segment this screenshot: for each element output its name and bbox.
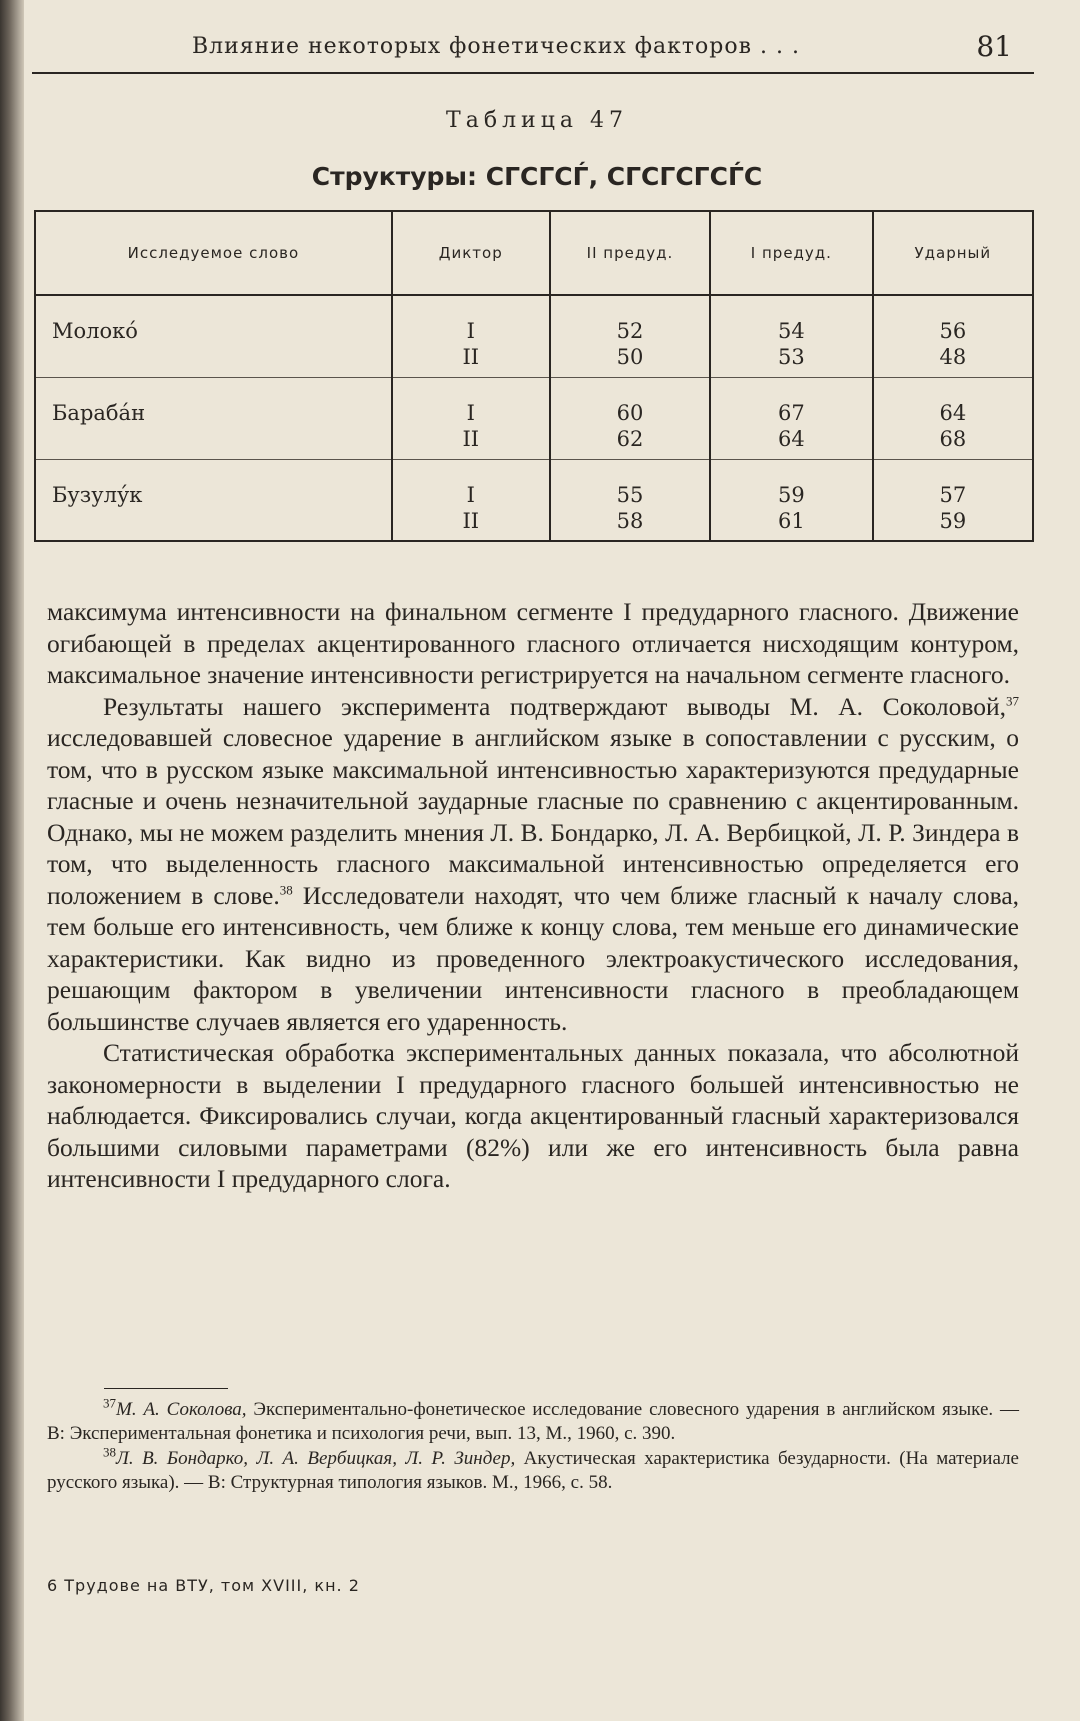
paragraph-segment: исследовавшей словесное ударение в английском языке в сопоставлении с русским, о том, что в русском языке максимальной интенсивностью характеризуются предударные гласные и очень незначительной заударные гласные по сравнению с акцентированным. Однако, мы не можем разделить мнения Л. В. Бондарко, Л. А. Вербицкой, Л. Р. Зиндера в том, что выделенность гласного максимальной интенсивностью определяется его положением в слове. bbox=[47, 723, 1019, 910]
running-head-title: Влияние некоторых фонетических факторов . . . bbox=[192, 34, 800, 59]
speaker-value: II bbox=[462, 508, 480, 533]
footnote-text: Акустическая характеристика безударности. (На материале русского языка). — В: Структурная типология языков. М., 1966, с. 58. bbox=[47, 1448, 1019, 1493]
pre2-cell bbox=[550, 295, 710, 377]
speaker-value: II bbox=[462, 426, 480, 451]
book-spine-shadow bbox=[0, 0, 24, 1721]
stressed-cell bbox=[873, 459, 1033, 541]
word-cell: Бузулу́к bbox=[35, 459, 392, 541]
paragraph bbox=[47, 691, 1019, 1038]
paragraph-segment: Результаты нашего эксперимента подтверждают выводы М. А. Соколовой, bbox=[103, 691, 1006, 721]
pre1-value: 61 bbox=[778, 508, 805, 533]
table-row bbox=[35, 295, 1033, 377]
pre2-value: 50 bbox=[616, 345, 644, 369]
speaker-value: II bbox=[462, 345, 480, 369]
footnote-rule bbox=[104, 1388, 228, 1389]
speaker-value: I bbox=[466, 319, 475, 343]
pre1-value: 59 bbox=[778, 482, 805, 507]
table-row bbox=[35, 459, 1033, 541]
table-row bbox=[35, 377, 1033, 459]
table-header-row bbox=[35, 211, 1033, 295]
footnote-number: 38 bbox=[103, 1444, 116, 1460]
header-word: Исследуемое слово bbox=[35, 211, 392, 295]
footnote-author: М. А. Соколова, bbox=[116, 1399, 247, 1420]
stressed-value: 59 bbox=[939, 508, 967, 533]
footnote bbox=[47, 1444, 1019, 1495]
body-text bbox=[47, 596, 1019, 1195]
pre1-value: 54 bbox=[778, 319, 805, 343]
header-pre1: I предуд. bbox=[710, 211, 873, 295]
pre1-value: 53 bbox=[778, 345, 805, 369]
footnote-text: Экспериментально-фонетическое исследование словесного ударения в английском языке. — В: Экспериментальная фонетика и психология речи, вып. 13, М., 1960, с. 390. bbox=[47, 1399, 1019, 1444]
pre2-value: 55 bbox=[616, 482, 644, 507]
footnotes bbox=[47, 1395, 1019, 1496]
speaker-value: I bbox=[466, 400, 475, 425]
stressed-cell bbox=[873, 377, 1033, 459]
speaker-value: I bbox=[466, 482, 475, 507]
word-cell: Бараба́н bbox=[35, 377, 392, 459]
speaker-cell bbox=[392, 377, 550, 459]
pre1-cell bbox=[710, 459, 873, 541]
stressed-cell bbox=[873, 295, 1033, 377]
stressed-value: 48 bbox=[939, 345, 967, 369]
speaker-cell bbox=[392, 459, 550, 541]
stressed-value: 57 bbox=[939, 482, 967, 507]
word-cell: Молоко́ bbox=[35, 295, 392, 377]
running-head bbox=[32, 30, 1042, 74]
stressed-value: 68 bbox=[939, 426, 967, 451]
pre2-value: 60 bbox=[616, 400, 644, 425]
header-stressed: Ударный bbox=[873, 211, 1033, 295]
pre2-cell bbox=[550, 377, 710, 459]
speaker-cell bbox=[392, 295, 550, 377]
paragraph-segment: Исследователи находят, что чем ближе гласный к началу слова, тем больше его интенсивность, чем ближе к концу слова, тем меньше его динамические характеристики. Как видно из проведенного электроакустического исследования, решающим фактором в увеличении интенсивности гласного в преобладающем большинстве случаев является его ударенность. bbox=[47, 880, 1020, 1036]
stressed-value: 56 bbox=[939, 319, 967, 343]
footnote-ref: 37 bbox=[1006, 693, 1019, 708]
pre2-value: 62 bbox=[616, 426, 644, 451]
paragraph: максимума интенсивности на финальном сегменте I предударного гласного. Движение огибающей в пределах акцентированного гласного отличается нисходящим контуром, максимальное значение интенсивности регистрируется на начальном сегменте гласного. bbox=[47, 597, 1019, 689]
table-caption: Таблица 47 bbox=[446, 108, 628, 133]
pre1-cell bbox=[710, 295, 873, 377]
pre1-value: 67 bbox=[778, 400, 805, 425]
pre2-value: 52 bbox=[616, 319, 644, 343]
page-number: 81 bbox=[976, 30, 1012, 63]
pre1-cell bbox=[710, 377, 873, 459]
footnote-ref: 38 bbox=[279, 882, 293, 897]
pre2-value: 58 bbox=[616, 508, 644, 533]
intensity-table bbox=[34, 210, 1034, 542]
table-subtitle: Структуры: СГСГСЃ, СГСГСГСЃС bbox=[311, 162, 763, 191]
footnote-number: 37 bbox=[103, 1395, 116, 1411]
footnote bbox=[47, 1395, 1019, 1446]
pre1-value: 64 bbox=[778, 426, 805, 451]
header-rule bbox=[32, 72, 1034, 74]
pre2-cell bbox=[550, 459, 710, 541]
printer-signature: 6 Трудове на ВТУ, том XVIII, кн. 2 bbox=[47, 1576, 360, 1595]
book-page bbox=[32, 0, 1042, 1721]
paragraph: Статистическая обработка экспериментальных данных показала, что абсолютной закономерности в выделении I предударного гласного большей интенсивностью не наблюдается. Фиксировались случаи, когда акцентированный гласный характеризовался большими силовыми параметрами (82%) или же его интенсивность была равна интенсивности I предударного слога. bbox=[47, 1038, 1019, 1193]
footnote-author: Л. В. Бондарко, Л. А. Вербицкая, Л. Р. Зиндер, bbox=[116, 1448, 516, 1469]
header-speaker: Диктор bbox=[392, 211, 550, 295]
stressed-value: 64 bbox=[939, 400, 967, 425]
header-pre2: II предуд. bbox=[550, 211, 710, 295]
